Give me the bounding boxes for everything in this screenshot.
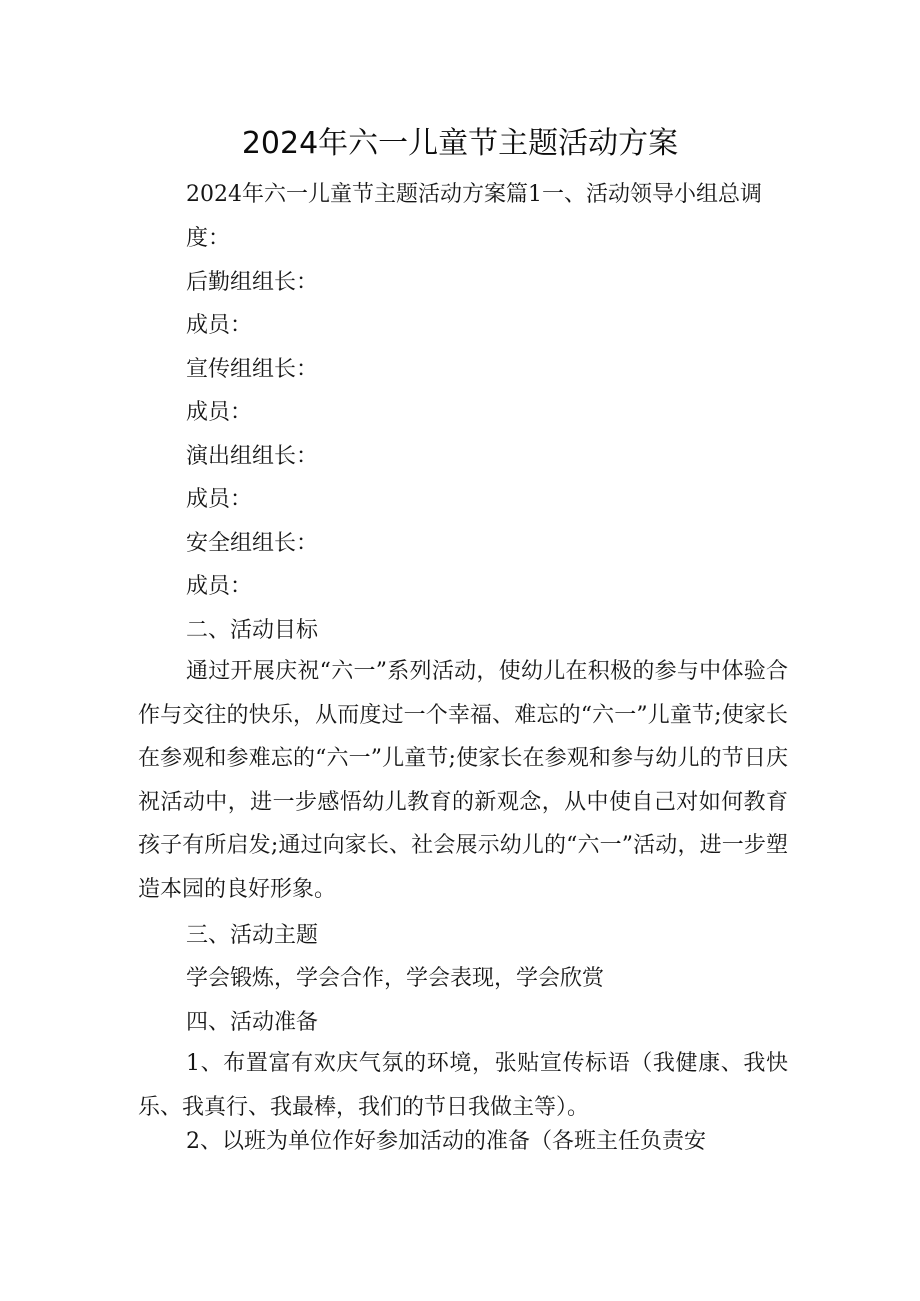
publicity-leader-line: 宣传组组长： [186,357,319,382]
section-heading-preparation: 四、活动准备 [186,1010,319,1035]
intro-line: 2024年六一儿童节主题活动方案篇1一、活动领导小组总调 [186,182,762,207]
logistics-leader-line: 后勤组组长： [186,270,319,295]
safety-members-line: 成员： [186,574,253,599]
document-title: 2024年六一儿童节主题活动方案 [241,126,679,161]
safety-leader-line: 安全组组长： [186,531,319,556]
goals-paragraph: 通过开展庆祝“六一”系列活动，使幼儿在积极的参与中体验合作与交往的快乐，从而度过一个幸福、难忘的“六一”儿童节;使家长在参观和参难忘的“六一”儿童节;使家长在参观和参与幼儿的节日庆祝活动中，进一步感悟幼儿教育的新观念，从中使自己对如何教育孩子有所启发;通过向家长、社会展示幼儿的“六一”活动，进一步塑造本园的良好形象。 [138,659,788,902]
performance-members-line: 成员： [186,487,253,512]
performance-leader-line: 演出组组长： [186,444,319,469]
logistics-members-line: 成员： [186,313,253,338]
preparation-item-1: 1、布置富有欢庆气氛的环境，张贴宣传标语（我健康、我快乐、我真行、我最棒，我们的节日我做主等）。 [138,1051,788,1120]
section-heading-theme: 三、活动主题 [186,923,319,948]
theme-text: 学会锻炼，学会合作，学会表现，学会欣赏 [186,966,605,991]
section-heading-goals: 二、活动目标 [186,618,319,643]
publicity-members-line: 成员： [186,400,253,425]
preparation-item-2: 2、以班为单位作好参加活动的准备（各班主任负责安 [186,1129,706,1154]
intro-line-continued: 度： [186,226,231,251]
